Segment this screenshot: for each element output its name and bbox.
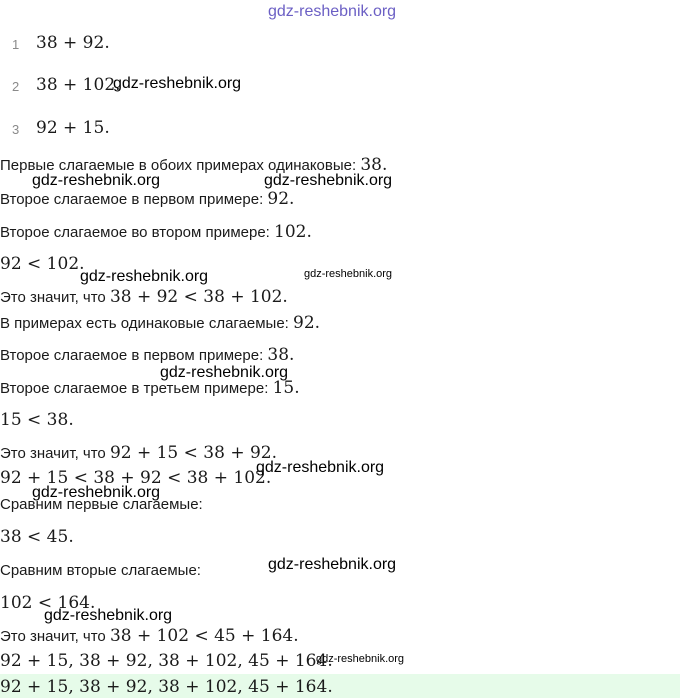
solution-line-9: 15 < 38.	[0, 410, 74, 430]
watermark: gdz-reshebnik.org	[160, 364, 289, 381]
solution-line-7: Второе слагаемое в первом примере: 38.	[0, 345, 295, 365]
solution-line-2: Второе слагаемое в первом примере: 92.	[0, 189, 295, 209]
watermark: gdz-reshebnik.org	[304, 268, 393, 280]
watermark: gdz-reshebnik.org	[316, 653, 405, 665]
watermark: gdz-reshebnik.org	[113, 75, 242, 92]
solution-line-4: 92 < 102.	[0, 254, 85, 274]
solution-line-15: 102 < 164.	[0, 593, 96, 613]
solution-line-6: В примерах есть одинаковые слагаемые: 92.	[0, 313, 321, 333]
watermark-top: gdz-reshebnik.org	[268, 3, 397, 20]
solution-line-10: Это значит, что 92 + 15 < 38 + 92.	[0, 443, 278, 463]
solution-line-11: 92 + 15 < 38 + 92 < 38 + 102.	[0, 468, 272, 488]
watermark: gdz-reshebnik.org	[256, 459, 385, 476]
watermark: gdz-reshebnik.org	[44, 607, 173, 624]
solution-line-16: Это значит, что 38 + 102 < 45 + 164.	[0, 626, 299, 646]
watermark: gdz-reshebnik.org	[80, 268, 209, 285]
watermark: gdz-reshebnik.org	[32, 172, 161, 189]
task-expression-3: 92 + 15.	[36, 118, 110, 138]
solution-line-12: Сравним первые слагаемые:	[0, 496, 203, 513]
watermark: gdz-reshebnik.org	[264, 172, 393, 189]
solution-line-8: Второе слагаемое в третьем примере: 15.	[0, 378, 300, 398]
answer-line: 92 + 15, 38 + 92, 38 + 102, 45 + 164.	[0, 677, 333, 697]
solution-line-13: 38 < 45.	[0, 527, 74, 547]
solution-line-17: 92 + 15, 38 + 92, 38 + 102, 45 + 164.	[0, 651, 333, 671]
task-expression-2: 38 + 102.	[36, 75, 121, 95]
task-number-3: 3	[12, 122, 20, 137]
solution-line-5: Это значит, что 38 + 92 < 38 + 102.	[0, 287, 288, 307]
watermark: gdz-reshebnik.org	[268, 556, 397, 573]
solution-line-1: Первые слагаемые в обоих примерах одинаковые: 38.	[0, 155, 388, 175]
watermark: gdz-reshebnik.org	[32, 484, 161, 501]
task-expression-1: 38 + 92.	[36, 33, 110, 53]
solution-line-14: Сравним вторые слагаемые:	[0, 562, 201, 579]
task-number-2: 2	[12, 79, 20, 94]
task-number-1: 1	[12, 37, 20, 52]
solution-line-3: Второе слагаемое во втором примере: 102.	[0, 222, 312, 242]
